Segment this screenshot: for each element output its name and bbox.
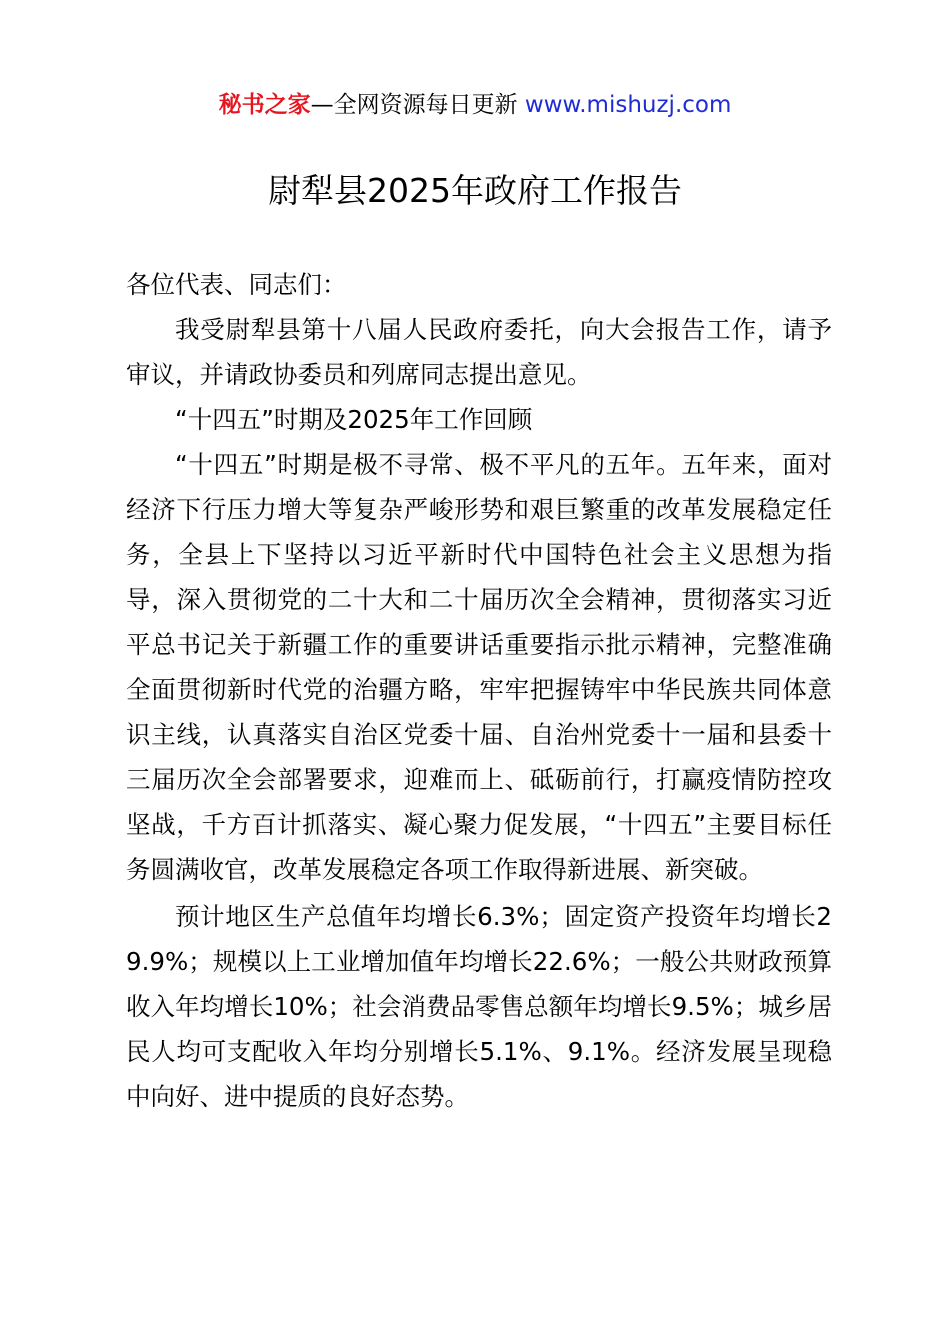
- site-header: [0, 88, 950, 122]
- header-separator: —: [310, 92, 334, 118]
- site-url-link[interactable]: www.mishuzj.com: [524, 92, 732, 118]
- brand-name: 秘书之家: [218, 92, 311, 118]
- document-title: 尉犁县2025年政府工作报告: [268, 171, 682, 210]
- salutation: 各位代表、同志们：: [126, 270, 347, 299]
- header-slogan: 全网资源每日更新: [333, 92, 518, 118]
- paragraph-indicators: 预计地区生产总值年均增长6.3%；固定资产投资年均增长29.9%；规模以上工业增加值年均增长22.6%；一般公共财政预算收入年均增长10%；社会消费品零售总额年均增长9.5%；城乡居民人均可支配收入年均分别增长5.1%、9.1%。经济发展呈现稳中向好、进中提质的良好态势。: [126, 902, 832, 1111]
- document-body: [126, 262, 832, 1119]
- paragraph-intro: 我受尉犁县第十八届人民政府委托，向大会报告工作，请予审议，并请政协委员和列席同志提出意见。: [126, 315, 832, 389]
- section-heading: “十四五”时期及2025年工作回顾: [175, 405, 533, 434]
- paragraph-review: “十四五”时期是极不寻常、极不平凡的五年。五年来，面对经济下行压力增大等复杂严峻形势和艰巨繁重的改革发展稳定任务，全县上下坚持以习近平新时代中国特色社会主义思想为指导，深入贯彻党的二十大和二十届历次全会精神，贯彻落实习近平总书记关于新疆工作的重要讲话重要指示批示精神，完整准确全面贯彻新时代党的治疆方略，牢牢把握铸牢中华民族共同体意识主线，认真落实自治区党委十届、自治州党委十一届和县委十三届历次全会部署要求，迎难而上、砥砺前行，打赢疫情防控攻坚战，千方百计抓落实、凝心聚力促发展，“十四五”主要目标任务圆满收官，改革发展稳定各项工作取得新进展、新突破。: [126, 450, 832, 884]
